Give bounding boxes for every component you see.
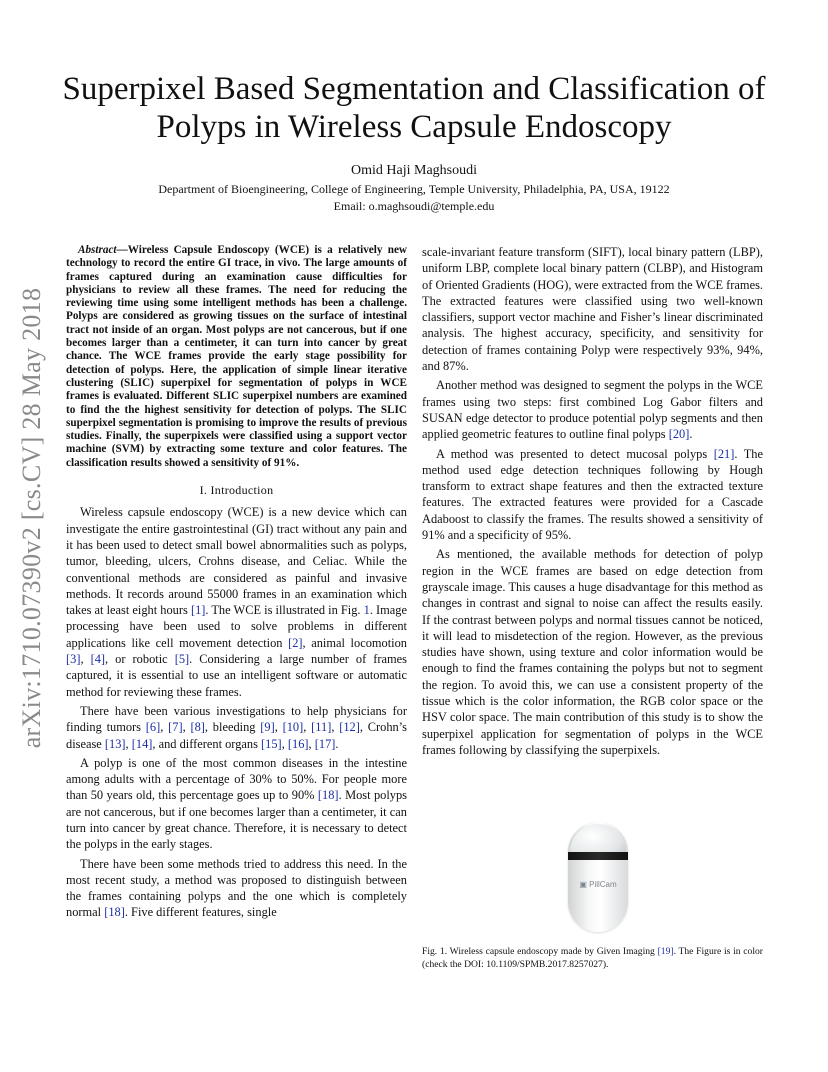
citation-link[interactable]: [9]	[260, 720, 275, 735]
text-run: Fig. 1. Wireless capsule endoscopy made by Given Imaging	[422, 946, 658, 957]
citation-link[interactable]: [6]	[145, 720, 161, 735]
text-run: . Most polyps are not cancerous, but if one becomes larger than a centimeter, it can turn into cancer by great chance. Therefore, it is necessary to detect the polyps in the early stages.	[66, 788, 408, 852]
text-run: A method was presented to detect mucosal polyps	[436, 446, 714, 461]
capsule-logo	[572, 880, 624, 889]
figure-caption	[422, 946, 763, 971]
text-run: . The WCE is illustrated in Fig.	[205, 603, 364, 618]
citation-link[interactable]: [13]	[104, 736, 126, 751]
text-run: ,	[182, 720, 191, 735]
capsule-band	[568, 852, 628, 860]
left-column	[66, 244, 407, 924]
citation-link[interactable]: [1]	[190, 603, 206, 618]
capsule-logo-icon: ▣	[579, 880, 590, 889]
intro-paragraph-2	[66, 703, 407, 752]
capsule-logo-text: PillCam	[589, 880, 617, 889]
text-run: ,	[308, 736, 315, 751]
email: Email: o.maghsoudi@temple.edu	[333, 199, 495, 213]
abstract-text: —Wireless Capsule Endoscopy (WCE) is a relatively new technology to record the entire GI trace, in vivo. The large amounts of frames captured during an examination cause difficulties for physicians to review all these frames. The need for reducing the reviewing time using some intelligent methods has been a challenge. Polyps are considered as growing tissues on the surface of intestinal tract not inside of an organ. Most polyps are not cancerous, but if one becomes larger than a centimeter, it can turn into cancer by great chance. The WCE frames provide the early stage possibility for detection of polyps. Here, the application of simple linear iterative clustering (SLIC) superpixel for segmentation of polyps in WCE frames is evaluated. Different SLIC superpixel numbers are examined to find the the highest sensitivity for detection of polyps. The SLIC superpixel segmentation is promising to improve the results of previous studies. Finally, the superpixels were classified using a support vector machine (SVM) by extracting some texture and color features. The classification results showed a sensitivity of 91%.	[66, 244, 407, 469]
text-run: ,	[160, 720, 169, 735]
intro-paragraph-3	[66, 755, 407, 853]
capsule-figure	[568, 822, 628, 932]
text-run: .	[689, 427, 693, 442]
text-run: . Considering a large number of frames captured, it is essential to use an intelligent software or automatic method for reviewing these frames.	[66, 652, 407, 699]
affiliation: Department of Bioengineering, College of Engineering, Temple University, Philadelphia, PA, USA, 19122	[158, 182, 670, 196]
text-run: , Crohn’s disease	[66, 720, 407, 751]
text-run: ,	[303, 720, 312, 735]
text-run: There have been various investigations to help physicians for finding tumors	[66, 703, 407, 735]
text-run: , bleeding	[204, 720, 261, 735]
text-run: scale-invariant feature transform (SIFT), local binary pattern (LBP), uniform LBP, complete local binary pattern (CLBP), and Histogram of Oriented Gradients (HOG), were extracted from the WCE frames. The extracted features were classified using two well-known classifiers, support vector machine and Fisher’s linear discriminated analysis. The highest accuracy, specificity, and sensitivity for detection of frames containing Polyp were respectively 93%, 94%, and 87%.	[422, 245, 763, 374]
text-run: ,	[274, 720, 283, 735]
intro-paragraph-6	[422, 377, 763, 442]
abstract-label: Abstract	[78, 244, 117, 256]
citation-link[interactable]: [7]	[168, 720, 183, 735]
citation-link[interactable]: [3]	[66, 652, 81, 667]
citation-link[interactable]: [2]	[288, 635, 303, 650]
text-run: ,	[281, 736, 288, 751]
text-run: . Image processing have been used to solve problems in different applications like cell movement detection	[66, 603, 408, 650]
text-run: ,	[80, 652, 91, 667]
citation-link[interactable]: [20]	[668, 427, 690, 442]
citation-link[interactable]: [17]	[314, 736, 336, 751]
citation-link[interactable]: [8]	[190, 720, 205, 735]
citation-link[interactable]: [5]	[174, 652, 190, 667]
text-run: Wireless capsule endoscopy (WCE) is a new device which can investigate the entire gastrointestinal (GI) tract without any pain and it has been used to detect small bowel abnormalities such as polyps, tumor, bleeding, ulcers, Crohns disease, and Celiac. While the conventional methods are considered as painful and invasive methods. It records around 55000 frames in an examination which takes at least eight hours	[66, 505, 407, 618]
citation-link[interactable]: [18]	[317, 788, 339, 803]
text-run: . Five different features, single	[124, 905, 277, 920]
text-run: ,	[125, 736, 132, 751]
text-run: ,	[331, 720, 340, 735]
author-name: Omid Haji Maghsoudi	[351, 163, 477, 178]
text-run: . The method used edge detection techniques following by Hough transform to extract shape features and then the extracted texture features. The extracted features were provided for a Cascade Adaboost to classify the frames. The results showed a sensitivity of 91% and a specificity of 95%.	[422, 446, 763, 543]
text-run: .	[335, 736, 339, 751]
text-run: A polyp is one of the most common diseases in the intestine among adults with a percentage of 30% to 50%. For people more than 50 years old, this percentage goes up to 90%	[66, 755, 407, 803]
section-heading: I. Introduction	[199, 483, 274, 498]
citation-link[interactable]: [21]	[713, 446, 735, 461]
citation-link[interactable]: [15]	[261, 736, 282, 751]
text-run: . The Figure is in color (check the DOI: 10.1109/SPMB.2017.8257027).	[422, 946, 763, 970]
right-column	[422, 244, 763, 761]
paper-title: Superpixel Based Segmentation and Classification of Polyps in Wireless Capsule Endoscopy	[62, 71, 766, 145]
intro-paragraph-4	[66, 856, 407, 921]
text-run: Another method was designed to segment the polyps in the WCE frames using two steps: first combined Log Gabor filters and SUSAN edge detector to produce potential polyp segments and then applied geometric features to outline final polyps	[422, 378, 763, 442]
citation-link[interactable]: [14]	[131, 736, 153, 751]
intro-paragraph-8	[422, 546, 763, 758]
arxiv-stamp-text: arXiv:1710.07390v2 [cs.CV] 28 May 2018	[17, 287, 46, 748]
intro-paragraph-1	[66, 504, 407, 700]
citation-link[interactable]: [11]	[311, 720, 332, 735]
citation-link[interactable]: [4]	[90, 652, 106, 667]
capsule-image	[568, 822, 628, 932]
citation-link[interactable]: [16]	[287, 736, 309, 751]
citation-link[interactable]: 1	[363, 603, 370, 618]
intro-paragraph-5	[422, 244, 763, 374]
text-run: As mentioned, the available methods for detection of polyp region in the WCE frames are based on edge detection from grayscale image. This causes a huge disadvantage for this method as changes in contrast and signal to noise can affect the results easily. If the contrast between polyps and normal tissues cannot be noticed, it will lead to misdetection of the region. However, as the previous studies have shown, using texture and color information would be enough to find the frames containing the polyps but not to segment the region. To avoid this, we can use a consistent property of the tissue which is the color information, the RGB color space or the HSV color space. The main contribution of this study is to show the superpixel application for segmentation of polyps in the WCE frames following by classifying the superpixels.	[422, 547, 763, 757]
text-run: , or robotic	[105, 652, 175, 667]
citation-link[interactable]: [18]	[104, 905, 125, 920]
affiliation-block	[60, 181, 768, 215]
citation-link[interactable]: [19]	[657, 946, 674, 957]
citation-link[interactable]: [10]	[282, 720, 304, 735]
abstract	[66, 244, 407, 470]
intro-paragraph-7	[422, 446, 763, 544]
text-run: , and different organs	[152, 736, 262, 751]
text-run: , animal locomotion	[302, 635, 407, 650]
citation-link[interactable]: [12]	[339, 720, 360, 735]
arxiv-stamp	[16, 280, 48, 755]
text-run: There have been some methods tried to address this need. In the most recent study, a method was proposed to distinguish between the frames containing polyps and the one which is completely normal	[66, 856, 407, 920]
